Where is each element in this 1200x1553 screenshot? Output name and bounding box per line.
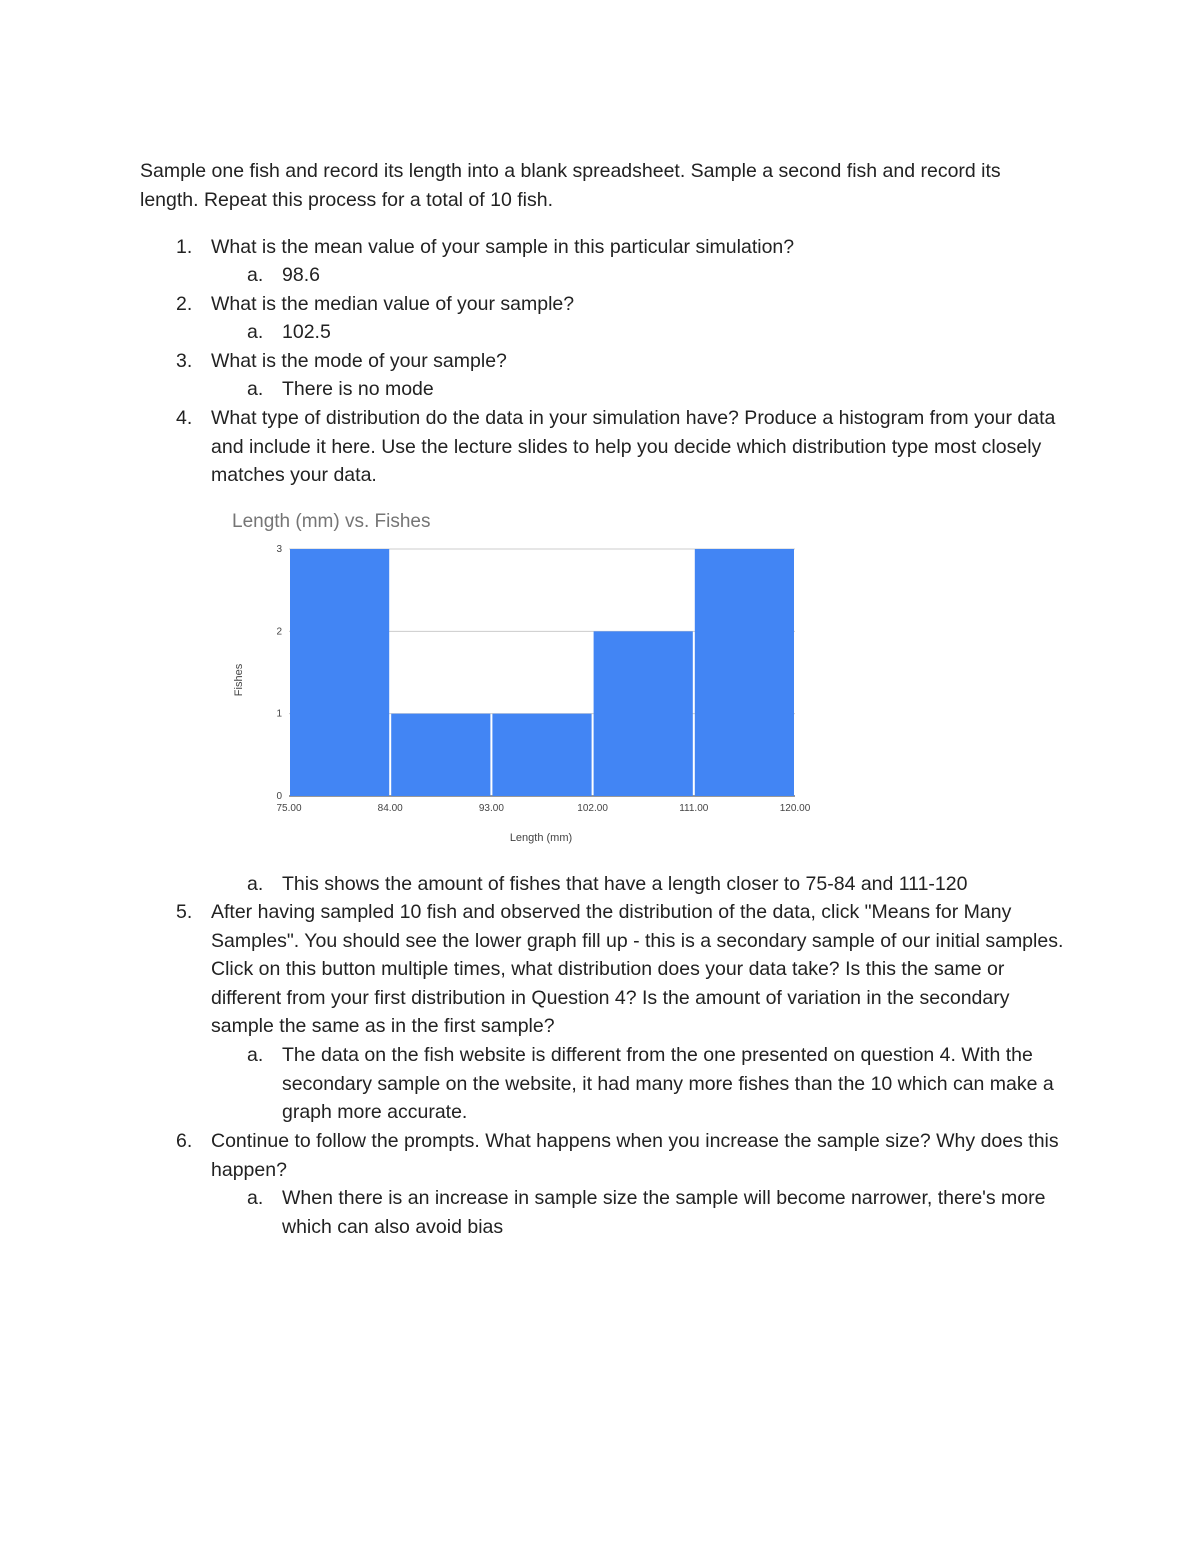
question-number: 6. bbox=[176, 1130, 193, 1152]
question-text: What is the mode of your sample? bbox=[211, 350, 507, 372]
x-tick-label: 120.00 bbox=[779, 803, 811, 814]
question-number: 5. bbox=[176, 901, 193, 923]
intro-paragraph: Sample one fish and record its length into a blank spreadsheet. Sample a second fish and record its length. Repeat this process for a total of 10 fish. bbox=[140, 160, 1001, 211]
answer-text: 102.5 bbox=[282, 321, 331, 343]
x-tick-labels bbox=[276, 803, 810, 814]
chart-title: Length (mm) vs. Fishes bbox=[232, 511, 431, 532]
question-text: What is the mean value of your sample in this particular simulation? bbox=[211, 236, 795, 258]
histogram-chart bbox=[220, 500, 830, 860]
histogram-bar bbox=[594, 631, 693, 796]
answer-text: When there is an increase in sample size the sample will become narrower, there's more which can also avoid bias bbox=[282, 1187, 1046, 1238]
x-axis-label: Length (mm) bbox=[509, 832, 573, 844]
question-number: 1. bbox=[176, 236, 193, 258]
x-tick-label: 84.00 bbox=[377, 803, 403, 814]
answer-letter: a. bbox=[247, 378, 264, 400]
answer-letter: a. bbox=[247, 1187, 264, 1209]
y-tick-labels bbox=[276, 544, 282, 802]
answer-text: 98.6 bbox=[282, 264, 320, 286]
histogram-svg bbox=[220, 500, 830, 860]
histogram-bar bbox=[290, 549, 389, 796]
y-tick-label: 2 bbox=[276, 626, 282, 638]
x-tick-label: 75.00 bbox=[276, 803, 302, 814]
question-number: 2. bbox=[176, 293, 193, 315]
x-tick-label: 102.00 bbox=[577, 803, 608, 814]
question-text: What is the median value of your sample? bbox=[211, 293, 575, 315]
question-text: What type of distribution do the data in your simulation have? Produce a histogram from your data and include it here. Use the lecture slides to help you decide which distribution type most closely matches your data. bbox=[211, 407, 1056, 486]
histogram-bar bbox=[391, 714, 490, 796]
question-number: 3. bbox=[176, 350, 193, 372]
answer-letter: a. bbox=[247, 873, 264, 895]
answer-letter: a. bbox=[247, 321, 264, 343]
y-tick-label: 3 bbox=[276, 544, 282, 555]
y-tick-label: 1 bbox=[276, 708, 282, 720]
answer-text: There is no mode bbox=[282, 378, 434, 400]
x-tick-label: 111.00 bbox=[679, 803, 709, 814]
answer-text: The data on the fish website is different from the one presented on question 4. With the secondary sample on the website, it had many more fishes than the 10 which can make a graph more accurate. bbox=[282, 1044, 1054, 1123]
answer-text: This shows the amount of fishes that have a length closer to 75-84 and 111-120 bbox=[282, 873, 968, 895]
y-axis-label: Fishes bbox=[233, 663, 245, 697]
bars bbox=[290, 549, 794, 796]
histogram-bar bbox=[492, 714, 591, 796]
question-text: Continue to follow the prompts. What happens when you increase the sample size? Why does this happen? bbox=[211, 1130, 1059, 1181]
answer-letter: a. bbox=[247, 264, 264, 286]
y-tick-label: 0 bbox=[276, 791, 282, 802]
x-tick-label: 93.00 bbox=[478, 803, 504, 814]
histogram-bar bbox=[695, 549, 794, 796]
question-text: After having sampled 10 fish and observed the distribution of the data, click "Means for Many Samples". You should see the lower graph fill up - this is a secondary sample of our initial samples. Click on this button multiple times, what distribution does your data take? Is this the same or different from your first distribution in Question 4? Is the amount of variation in the secondary sample the same as in the first sample? bbox=[211, 901, 1064, 1037]
question-number: 4. bbox=[176, 407, 193, 429]
answer-letter: a. bbox=[247, 1044, 264, 1066]
